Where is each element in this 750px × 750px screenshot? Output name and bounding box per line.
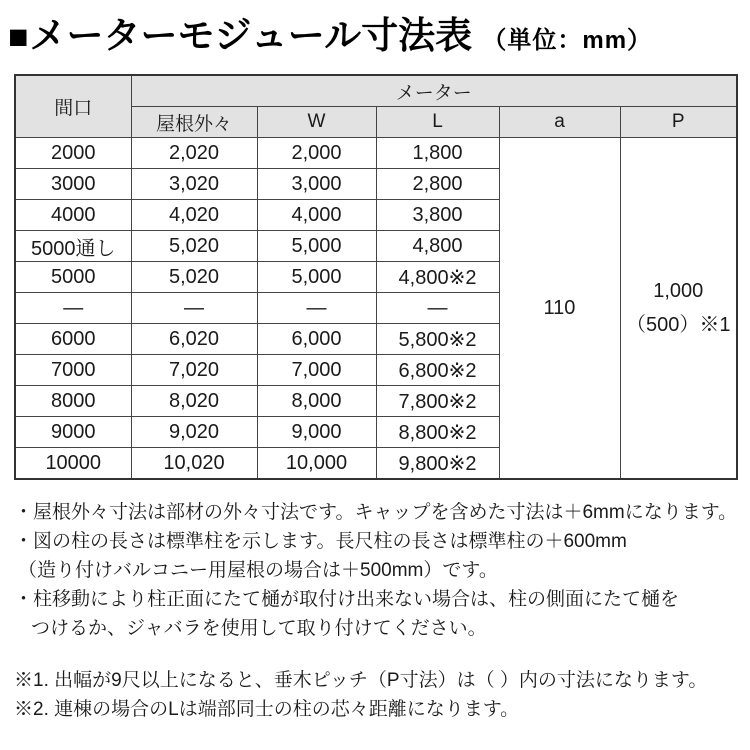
cell-w: 7,000 xyxy=(257,355,376,386)
cell-yane: 10,020 xyxy=(131,448,257,480)
cell-yane: — xyxy=(131,293,257,324)
cell-yane: 7,020 xyxy=(131,355,257,386)
header-w: W xyxy=(257,107,376,138)
cell-maguchi: 6000 xyxy=(15,324,131,355)
cell-maguchi: 2000 xyxy=(15,138,131,169)
cell-p-line2: （500）※1 xyxy=(626,314,731,337)
cell-l: — xyxy=(376,293,499,324)
cell-p-merged xyxy=(620,138,737,480)
cell-yane: 5,020 xyxy=(131,231,257,262)
footnotes-section xyxy=(14,666,742,724)
note-line: （造り付けバルコニー用屋根の場合は＋500mm）です。 xyxy=(18,560,498,582)
cell-p-line1: 1,000 xyxy=(653,280,704,303)
cell-maguchi: 8000 xyxy=(15,386,131,417)
header-a: a xyxy=(499,107,620,138)
header-p: P xyxy=(620,107,737,138)
cell-l: 4,800※2 xyxy=(376,262,499,293)
cell-maguchi: 3000 xyxy=(15,169,131,200)
cell-maguchi: 10000 xyxy=(15,448,131,480)
header-yane: 屋根外々 xyxy=(131,107,257,138)
cell-l: 9,800※2 xyxy=(376,448,499,480)
cell-yane: 8,020 xyxy=(131,386,257,417)
cell-a-merged: 110 xyxy=(499,138,620,480)
cell-l: 8,800※2 xyxy=(376,417,499,448)
cell-w: 8,000 xyxy=(257,386,376,417)
cell-maguchi: 5000 xyxy=(15,262,131,293)
dimension-table xyxy=(14,74,738,480)
title-square-icon: ■ xyxy=(8,18,29,56)
cell-l: 4,800 xyxy=(376,231,499,262)
cell-w: 6,000 xyxy=(257,324,376,355)
title-unit-label: （単位：mm） xyxy=(482,27,653,54)
cell-w: 10,000 xyxy=(257,448,376,480)
cell-yane: 3,020 xyxy=(131,169,257,200)
cell-l: 1,800 xyxy=(376,138,499,169)
note-line: つけるか、ジャバラを使用して取り付けてください。 xyxy=(31,618,487,640)
note-line: ・屋根外々寸法は部材の外々寸法です。キャップを含めた寸法は＋6mmになります。 xyxy=(14,502,738,524)
title-text: メーターモジュール寸法表 xyxy=(29,15,473,56)
footnote-line: ※1. 出幅が9尺以上になると、垂木ピッチ（P寸法）は（ ）内の寸法になります。 xyxy=(14,670,708,692)
header-row-group xyxy=(15,75,737,107)
cell-w: 3,000 xyxy=(257,169,376,200)
header-meter-group: メーター xyxy=(131,75,737,107)
cell-w: 2,000 xyxy=(257,138,376,169)
cell-yane: 6,020 xyxy=(131,324,257,355)
table-row xyxy=(15,138,737,169)
cell-w: 9,000 xyxy=(257,417,376,448)
footnote-line: ※2. 連棟の場合のLは端部同士の柱の芯々距離になります。 xyxy=(14,699,520,721)
cell-w: 5,000 xyxy=(257,231,376,262)
cell-l: 6,800※2 xyxy=(376,355,499,386)
cell-maguchi: 4000 xyxy=(15,200,131,231)
page-title xyxy=(8,12,742,60)
cell-l: 2,800 xyxy=(376,169,499,200)
note-line: ・図の柱の長さは標準柱を示します。長尺柱の長さは標準柱の＋600mm xyxy=(14,531,627,553)
cell-l: 5,800※2 xyxy=(376,324,499,355)
cell-yane: 2,020 xyxy=(131,138,257,169)
cell-w: — xyxy=(257,293,376,324)
cell-l: 3,800 xyxy=(376,200,499,231)
header-maguchi: 間口 xyxy=(15,75,131,138)
cell-yane: 9,020 xyxy=(131,417,257,448)
notes-section xyxy=(14,498,742,643)
cell-maguchi: 7000 xyxy=(15,355,131,386)
cell-w: 4,000 xyxy=(257,200,376,231)
cell-maguchi: — xyxy=(15,293,131,324)
note-line: ・柱移動により柱正面にたて樋が取付け出来ない場合は、柱の側面にたて樋を xyxy=(14,589,680,611)
cell-maguchi: 5000通し xyxy=(15,231,131,262)
cell-yane: 5,020 xyxy=(131,262,257,293)
cell-w: 5,000 xyxy=(257,262,376,293)
header-l: L xyxy=(376,107,499,138)
cell-l: 7,800※2 xyxy=(376,386,499,417)
cell-maguchi: 9000 xyxy=(15,417,131,448)
cell-yane: 4,020 xyxy=(131,200,257,231)
